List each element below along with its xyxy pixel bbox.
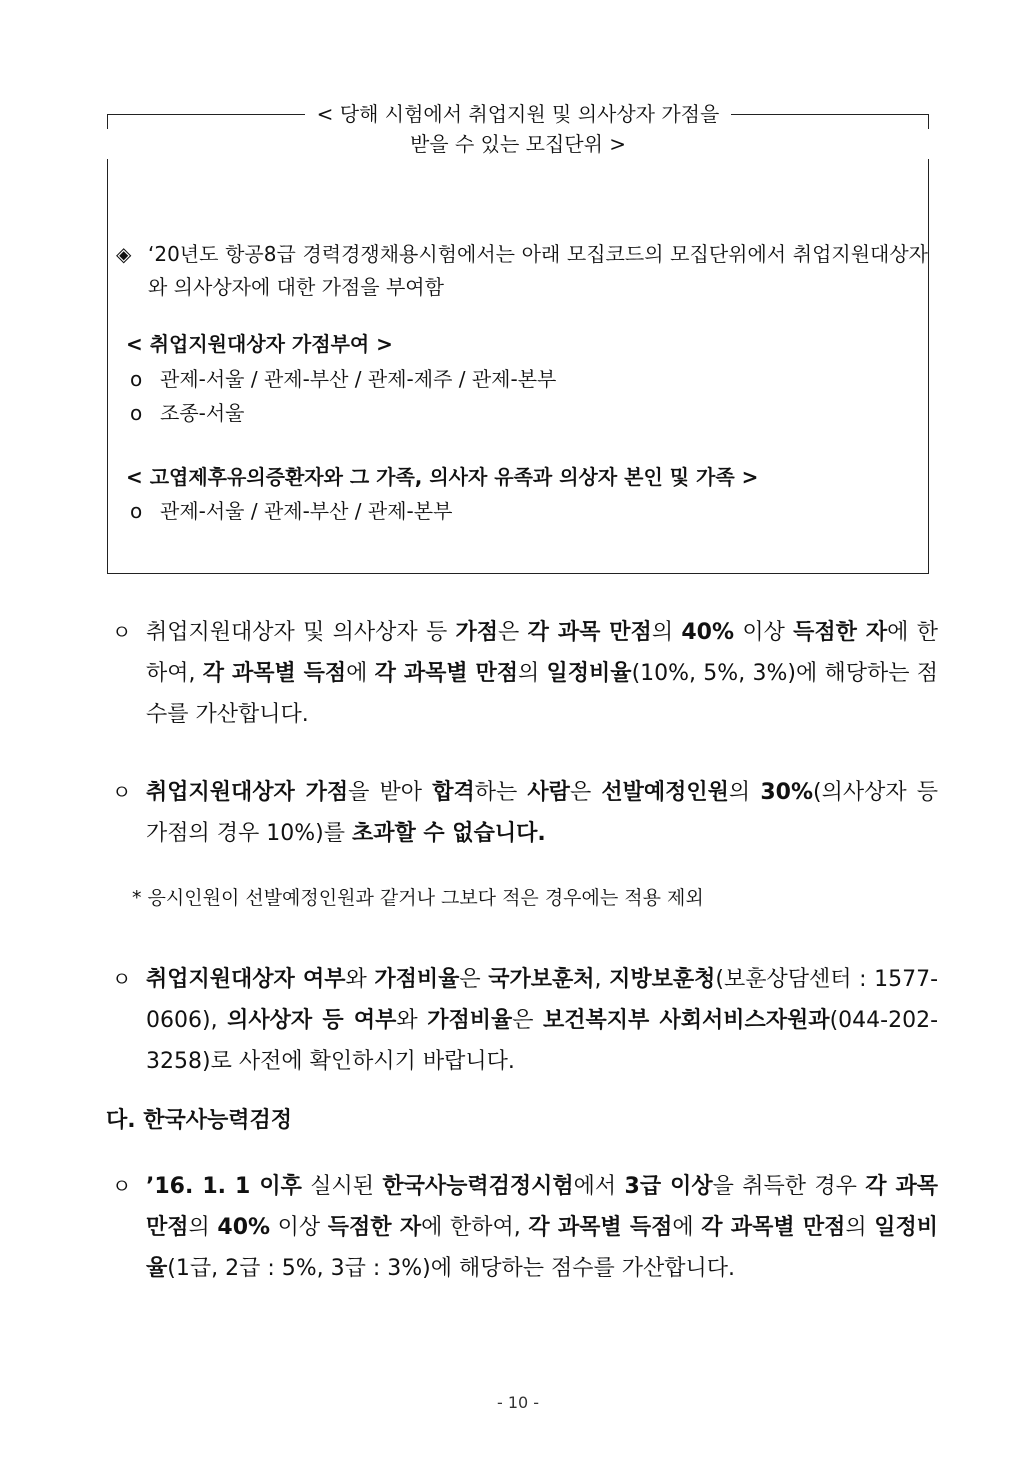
diamond-icon: ◈	[116, 242, 132, 266]
bullet-icon: o	[130, 367, 143, 391]
group1-title: < 취업지원대상자 가점부여 >	[126, 332, 393, 356]
emphasis-text: ’16. 1. 1 이후	[146, 1174, 302, 1199]
bullet-icon: ㅇ	[112, 620, 132, 644]
page-number: - 10 -	[496, 1393, 540, 1412]
emphasis-text: 득점한 자	[327, 1215, 422, 1240]
body-text: 취업지원대상자 및 의사상자 등	[146, 620, 456, 645]
body-text: (10%, 5%, 3%)에 해당하는 점수를 가산합니다.	[146, 661, 938, 727]
group2-title: < 고엽제후유의증환자와 그 가족, 의사자 유족과 의상자 본인 및 가족 >	[126, 465, 759, 489]
emphasis-text: 가점비율	[427, 1008, 513, 1033]
paragraph-bonus-rule	[112, 612, 938, 735]
body-text: (보훈상담센터 : 1577-0606),	[146, 967, 939, 1033]
emphasis-text: 합격	[432, 780, 475, 805]
emphasis-text: 선발예정인원	[601, 780, 729, 805]
body-text: 이상	[270, 1215, 328, 1240]
emphasis-text: 각 과목 만점	[527, 620, 652, 645]
paragraph-text	[146, 959, 938, 1082]
bullet-icon: ㅇ	[112, 1174, 132, 1198]
emphasis-text: 국가보훈처	[488, 967, 595, 992]
emphasis-text: 가점비율	[374, 967, 460, 992]
body-text: 의	[728, 780, 761, 805]
bullet-icon: ㅇ	[112, 780, 132, 804]
emphasis-text: 지방보훈청	[609, 967, 716, 992]
emphasis-text: 각 과목별 득점	[202, 661, 347, 686]
body-text: 의	[518, 661, 547, 686]
emphasis-text: 30%	[760, 780, 813, 805]
paragraph-korean-history	[112, 1166, 938, 1289]
body-text: 와	[345, 967, 375, 992]
body-text: 에	[346, 661, 375, 686]
bullet-icon: o	[130, 499, 143, 523]
body-text: 에 한하여,	[146, 620, 938, 686]
body-text: 의	[651, 620, 682, 645]
box-intro	[116, 238, 928, 304]
emphasis-text: 각 과목 만점	[146, 1174, 938, 1240]
body-text: 이상	[734, 620, 794, 645]
body-text: 에 한하여,	[421, 1215, 529, 1240]
box-intro-text: ‘20년도 항공8급 경력경쟁채용시험에서는 아래 모집코드의 모집단위에서 취업지원대상자와 의사상자에 대한 가점을 부여함	[148, 242, 928, 299]
emphasis-text: 득점한 자	[793, 620, 888, 645]
emphasis-text: 취업지원대상자 여부	[146, 967, 346, 992]
paragraph-limit-rule	[112, 772, 938, 854]
bullet-icon: ㅇ	[112, 967, 132, 991]
box-title-line2: 받을 수 있는 모집단위 >	[409, 132, 627, 156]
emphasis-text: 각 과목별 득점	[528, 1215, 673, 1240]
bullet-icon: o	[130, 401, 143, 425]
body-text: 은	[498, 620, 528, 645]
box-title	[0, 99, 1036, 159]
body-text: 에서	[573, 1174, 625, 1199]
body-text: 의	[845, 1215, 875, 1240]
emphasis-text: 사람	[527, 780, 570, 805]
paragraph-text	[146, 772, 938, 854]
paragraph-text	[146, 1166, 938, 1289]
emphasis-text: 일정비율	[146, 1215, 938, 1281]
emphasis-text: 가점	[455, 620, 499, 645]
body-text: 을 취득한 경우	[712, 1174, 866, 1199]
body-text: 은	[512, 1008, 544, 1033]
body-text: 와	[396, 1008, 428, 1033]
emphasis-text: 보건복지부 사회서비스자원과	[543, 1008, 830, 1033]
paragraph-text	[146, 612, 938, 735]
emphasis-text: 각 과목별 만점	[374, 661, 519, 686]
paragraph-contact-info	[112, 959, 938, 1082]
emphasis-text: 각 과목별 만점	[701, 1215, 846, 1240]
section-title: 다. 한국사능력검정	[106, 1108, 293, 1133]
emphasis-text: 40%	[217, 1215, 271, 1240]
emphasis-text: 40%	[681, 620, 735, 645]
body-text: 하는	[474, 780, 528, 805]
note-text: * 응시인원이 선발예정인원과 같거나 그보다 적은 경우에는 적용 제외	[132, 887, 704, 909]
body-text: 은	[459, 967, 489, 992]
box-title-line1: < 당해 시험에서 취업지원 및 의사상자 가점을	[305, 102, 732, 126]
emphasis-text: 3급 이상	[624, 1174, 713, 1199]
body-text: 실시된	[301, 1174, 383, 1199]
body-text: 에	[672, 1215, 702, 1240]
body-text: (044-202-3258)로 사전에 확인하시기 바랍니다.	[146, 1008, 939, 1074]
body-text: 은	[569, 780, 602, 805]
body-text: 을 받아	[348, 780, 433, 805]
emphasis-text: 한국사능력검정시험	[382, 1174, 574, 1199]
body-text: (의사상자 등 가점의 경우 10%)를	[146, 780, 939, 846]
emphasis-text: 취업지원대상자 가점	[146, 780, 349, 805]
body-text: ,	[594, 967, 610, 992]
group1-item: o 관제-서울 / 관제-부산 / 관제-제주 / 관제-본부	[130, 363, 556, 396]
emphasis-text: 의사상자 등 여부	[227, 1008, 397, 1033]
body-text: (1급, 2급 : 5%, 3급 : 3%)에 해당하는 점수를 가산합니다.	[167, 1256, 736, 1281]
body-text: 의	[188, 1215, 218, 1240]
group2-item: o 관제-서울 / 관제-부산 / 관제-본부	[130, 495, 452, 528]
emphasis-text: 일정비율	[546, 661, 632, 686]
group1-item: o 조종-서울	[130, 397, 245, 430]
emphasis-text: 초과할 수 없습니다.	[351, 821, 546, 846]
